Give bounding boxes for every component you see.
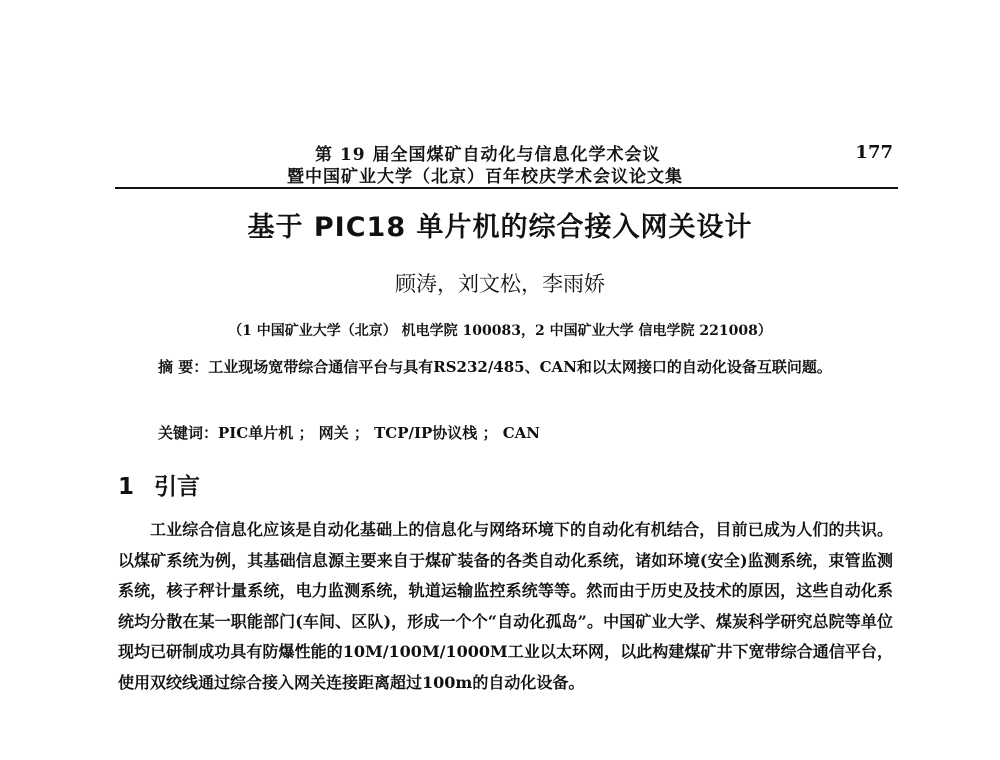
paper-title: 基于 PIC18 单片机的综合接入网关设计 xyxy=(247,212,753,243)
affiliation: （1 中国矿业大学（北京） 机电学院 100083，2 中国矿业大学 信电学院 221008） xyxy=(228,323,772,339)
conference-title: 第 19 届全国煤矿自动化与信息化学术会议 xyxy=(315,145,661,165)
proceedings-title: 暨中国矿业大学（北京）百年校庆学术会议论文集 xyxy=(287,167,683,187)
header-rule xyxy=(115,187,898,189)
section-title: 引言 xyxy=(154,474,200,500)
keywords: 关键词：PIC单片机 ； 网关 ； TCP/IP协议栈 ； CAN xyxy=(158,424,541,442)
section-number: 1 xyxy=(118,474,135,500)
body-paragraph: 工业综合信息化应该是自动化基础上的信息化与网络环境下的自动化有机结合，目前已成为人们的共识。以煤矿系统为例，其基础信息源主要来自于煤矿装备的各类自动化系统，诸如环境(安全)监测系统，束管监测系统，核子秤计量系统，电力监测系统，轨道运输监控系统等等。然而由于历史及技术的原因，这些自动化系统均分散在某一职能部门(车间、区队)，形成一个个“自动化孤岛”。中国矿业大学、煤炭科学研究总院等单位现均已研制成功具有防爆性能的10M/100M/1000M工业以太环网，以此构建煤矿井下宽带综合通信平台，使用双绞线通过综合接入网关连接距离超过100m的自动化设备。 xyxy=(118,520,893,692)
page-number: 177 xyxy=(855,142,893,163)
section-heading xyxy=(118,468,200,501)
page-header xyxy=(115,140,898,188)
abstract: 摘 要：工业现场宽带综合通信平台与具有RS232/485、CAN和以太网接口的自动化设备互联问题。 xyxy=(158,358,832,376)
body-text xyxy=(118,515,893,698)
authors: 顾涛，刘文松，李雨娇 xyxy=(395,272,605,296)
